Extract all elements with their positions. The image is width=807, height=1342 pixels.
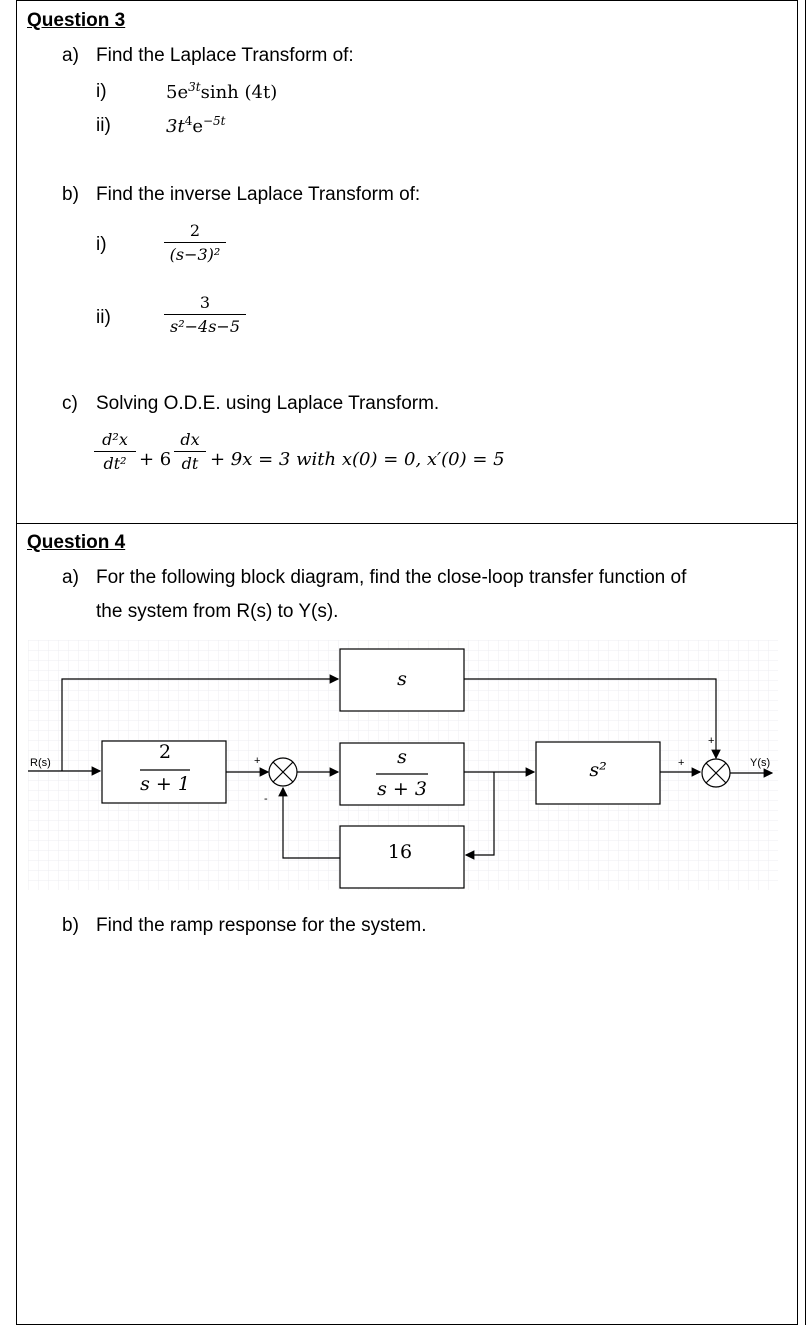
block-diagram xyxy=(28,640,778,895)
q3b-ii-denominator: s²−4s−5 xyxy=(169,317,240,336)
table-border-right-outer xyxy=(805,0,806,1325)
ode-rest: + 9x = 3 with x(0) = 0, x′(0) = 5 xyxy=(210,449,505,470)
q4a-text-line1: For the following block diagram, find the close-loop transfer function of xyxy=(96,567,687,588)
q3b-i-numerator: 2 xyxy=(189,221,201,240)
ode-frac1-num: d²x xyxy=(102,430,128,449)
fraction-bar xyxy=(94,451,136,452)
q3a-ii-label: ii) xyxy=(96,115,111,136)
block-2-denominator: s + 3 xyxy=(377,778,427,800)
q3b-label: b) xyxy=(62,184,79,205)
summing-junction-2 xyxy=(702,759,730,787)
table-border-right xyxy=(797,0,798,1325)
block-feedback-label: 16 xyxy=(387,841,413,863)
ode-frac2-den: dt xyxy=(181,454,199,473)
q4a-label: a) xyxy=(62,567,79,588)
q4b-text: Find the ramp response for the system. xyxy=(96,915,427,936)
fraction-bar xyxy=(164,242,226,243)
sum2-plus-left: + xyxy=(678,757,685,769)
block-top-label: s xyxy=(397,668,407,690)
block-1-denominator: s + 1 xyxy=(140,773,190,795)
input-label: R(s) xyxy=(30,757,51,769)
q3c-text: Solving O.D.E. using Laplace Transform. xyxy=(96,393,440,414)
block-2-numerator: s xyxy=(397,746,407,768)
q3b-text: Find the inverse Laplace Transform of: xyxy=(96,184,421,205)
q4a-text-line2: the system from R(s) to Y(s). xyxy=(96,601,339,622)
sum2-plus-top: + xyxy=(708,735,715,747)
q3a-ii-expression: $3t^4e^{-5t}$ xyxy=(166,114,226,137)
q3b-i-label: i) xyxy=(96,234,107,255)
output-label: Y(s) xyxy=(750,757,771,769)
ode-plus-6: + 6 xyxy=(139,449,172,470)
ode-frac2-num: dx xyxy=(180,430,200,449)
sum1-plus-sign: + xyxy=(254,755,261,767)
q3c-label: c) xyxy=(62,393,78,414)
ode-fraction-2 xyxy=(174,430,206,473)
ode-frac1-den: dt² xyxy=(103,454,127,473)
question-4-title: Question 4 xyxy=(27,532,126,553)
q3a-label: a) xyxy=(62,45,79,66)
summing-junction-1 xyxy=(269,758,297,786)
fraction-bar xyxy=(164,314,246,315)
q3a-i-label: i) xyxy=(96,81,107,102)
q3b-ii-fraction xyxy=(164,293,246,336)
ode-fraction-1 xyxy=(94,430,136,473)
fraction-bar xyxy=(174,451,206,452)
q3b-i-fraction xyxy=(164,221,226,264)
q3a-text: Find the Laplace Transform of: xyxy=(96,45,354,66)
sum1-minus-sign: - xyxy=(264,793,268,805)
q3b-ii-label: ii) xyxy=(96,307,111,328)
q4b-label: b) xyxy=(62,915,79,936)
q3b-i-denominator: (s−3)² xyxy=(169,245,221,264)
block-3-label: s² xyxy=(589,759,607,781)
q3b-ii-numerator: 3 xyxy=(199,293,211,312)
question-3-title: Question 3 xyxy=(27,10,126,31)
block-1-numerator: 2 xyxy=(158,741,172,763)
q3a-i-expression: $5e^{3t}\sinh$ (4t) xyxy=(166,80,278,103)
